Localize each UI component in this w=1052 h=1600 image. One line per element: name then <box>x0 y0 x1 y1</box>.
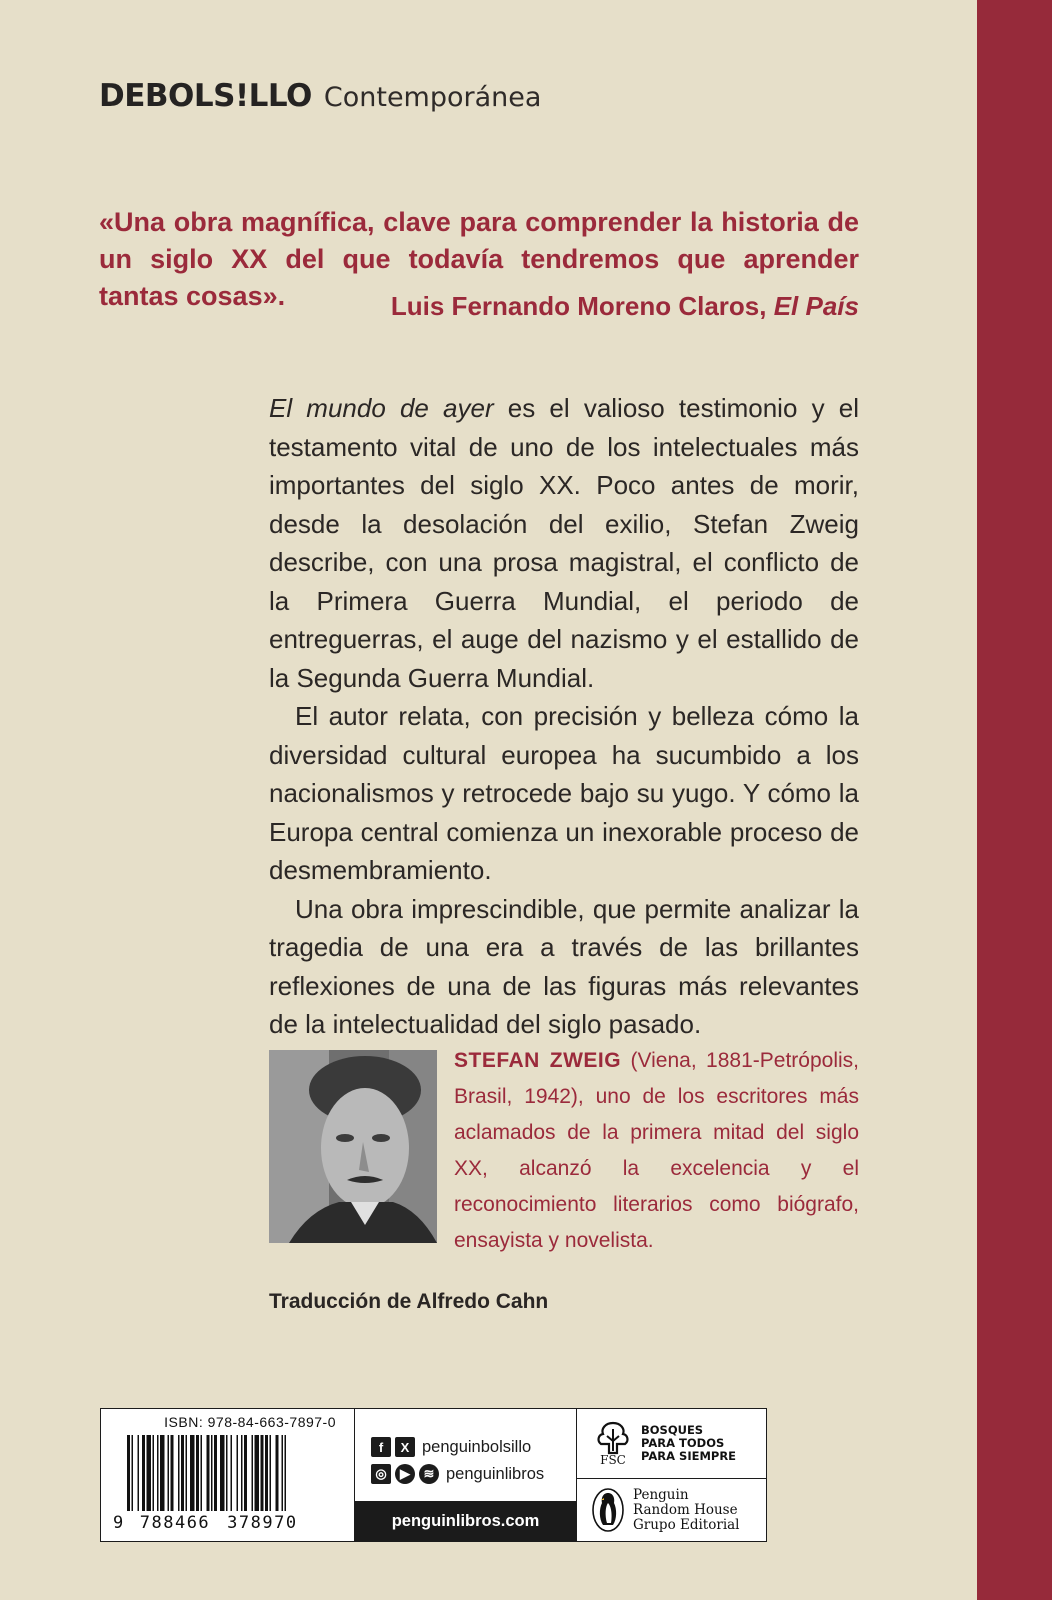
barcode-bar <box>196 1435 199 1511</box>
fsc-slogan-line-1: BOSQUES <box>641 1423 704 1437</box>
author-portrait-image <box>269 1050 437 1243</box>
barcode-bar <box>160 1435 165 1511</box>
barcode-bar <box>276 1435 279 1511</box>
series-name: Contemporánea <box>323 82 542 113</box>
barcode-bar <box>244 1435 247 1511</box>
barcode-bar <box>237 1435 239 1511</box>
social-area <box>355 1409 577 1541</box>
barcode-bar <box>214 1435 217 1511</box>
fsc-mark <box>595 1421 631 1467</box>
barcode-bar <box>226 1435 228 1511</box>
barcode-bar <box>157 1435 159 1511</box>
fsc-label: FSC <box>600 1452 626 1467</box>
social-row-2 <box>371 1464 544 1484</box>
barcode-bar <box>132 1435 134 1511</box>
ean-left-group: 788466 <box>139 1513 211 1533</box>
publisher-line-3: Grupo Editorial <box>633 1516 740 1533</box>
logo-area <box>577 1409 766 1541</box>
fsc-slogan-line-2: PARA TODOS <box>641 1436 725 1450</box>
translator-credit: Traducción de Alfredo Cahn <box>269 1290 549 1313</box>
quote-source: El País <box>773 291 859 321</box>
barcode-bar <box>168 1435 170 1511</box>
spine-stripe <box>977 0 1052 1600</box>
barcode-bar <box>186 1435 188 1511</box>
synopsis-paragraph-1-text: es el valioso testimonio y el testamento vital de uno de los intelectuales más importantes del siglo XX. Poco antes de morir, desde la desolación del exilio, Stefan Zweig describe, con una prosa magistral, el conflicto de la Primera Guerra Mundial, el periodo de entreguerras, el auge del nazismo y el estallido de la Segunda Guerra Mundial. <box>269 393 859 693</box>
barcode-bar <box>261 1435 264 1511</box>
quote-attribution <box>99 288 859 325</box>
website-link[interactable]: penguinlibros.com <box>355 1501 576 1541</box>
youtube-icon[interactable]: ▶ <box>395 1464 415 1484</box>
barcode-bar <box>207 1435 210 1511</box>
instagram-icon[interactable]: ◎ <box>371 1464 391 1484</box>
isbn-label: ISBN: 978-84-663-7897-0 <box>164 1414 336 1430</box>
barcode-bar <box>153 1435 155 1511</box>
back-matter-box <box>100 1408 767 1542</box>
author-photo <box>269 1050 437 1243</box>
publisher-brand: DEBOLS!LLO <box>99 78 312 114</box>
fsc-slogan-line-3: PARA SIEMPRE <box>641 1449 737 1463</box>
ean-digits <box>113 1513 343 1533</box>
barcode-bar <box>252 1435 254 1511</box>
author-name: STEFAN ZWEIG <box>454 1049 622 1072</box>
publisher-line-1: Penguin <box>633 1486 689 1503</box>
synopsis-paragraph-2: El autor relata, con precisión y belleza cómo la diversidad cultural europea ha sucumbido a los nacionalismos y retrocede bajo su yugo. Y cómo la Europa central comienza un inexorable proceso de desmembramiento. <box>269 701 859 885</box>
barcode-bar <box>142 1435 145 1511</box>
publisher-name <box>633 1488 740 1533</box>
barcode-bar <box>178 1435 180 1511</box>
fsc-tree-icon <box>595 1421 631 1455</box>
fsc-slogan <box>641 1424 736 1463</box>
barcode-bar <box>171 1435 174 1511</box>
barcode-bar <box>181 1435 184 1511</box>
barcode-bar <box>220 1435 225 1511</box>
social-row-1 <box>371 1437 531 1457</box>
barcode-bar <box>127 1435 130 1511</box>
barcode-area <box>101 1409 355 1541</box>
publisher-line-2: Random House <box>633 1501 738 1518</box>
spotify-icon[interactable]: ≋ <box>419 1464 439 1484</box>
penguin-icon <box>591 1487 625 1533</box>
social-handle-2[interactable]: penguinlibros <box>446 1464 545 1483</box>
x-icon[interactable]: X <box>395 1437 415 1457</box>
author-bio-text: (Viena, 1881-Petrópolis, Brasil, 1942), uno de los escritores más aclamados de la primera mitad del siglo XX, alcanzó la excelencia y el reconocimiento literarios como biógrafo, ensayista y novelista. <box>454 1049 859 1252</box>
barcode-bar <box>270 1435 272 1511</box>
header <box>99 78 541 118</box>
quote-author: Luis Fernando Moreno Claros, <box>390 291 774 321</box>
publisher-logo <box>577 1479 766 1541</box>
barcode <box>127 1435 337 1511</box>
barcode-bar <box>201 1435 203 1511</box>
barcode-bar <box>255 1435 260 1511</box>
fsc-logo <box>577 1409 766 1479</box>
barcode-bar <box>211 1435 213 1511</box>
synopsis <box>269 389 859 1044</box>
barcode-bar <box>190 1435 195 1511</box>
barcode-bar <box>138 1435 140 1511</box>
synopsis-paragraph-3: Una obra imprescindible, que permite analizar la tragedia de una era a través de las brillantes reflexiones de una de las figuras más relevantes de la intelectualidad del siglo pasado. <box>269 893 859 1039</box>
barcode-bar <box>282 1435 284 1511</box>
author-bio <box>454 1043 859 1259</box>
book-title: El mundo de ayer <box>269 393 494 423</box>
social-handle-1[interactable]: penguinbolsillo <box>422 1437 532 1456</box>
ean-first-digit: 9 <box>113 1513 125 1533</box>
ean-right-group: 378970 <box>227 1513 298 1533</box>
barcode-bar <box>265 1435 268 1511</box>
barcode-bar <box>285 1435 287 1511</box>
barcode-bar <box>241 1435 243 1511</box>
review-quote: «Una obra magnífica, clave para comprender la historia de un siglo XX del que todavía tendremos que aprender tantas cosas». <box>99 207 859 311</box>
barcode-bar <box>231 1435 233 1511</box>
synopsis-paragraph-1 <box>269 389 859 697</box>
barcode-bar <box>147 1435 152 1511</box>
facebook-icon[interactable]: f <box>371 1437 391 1457</box>
